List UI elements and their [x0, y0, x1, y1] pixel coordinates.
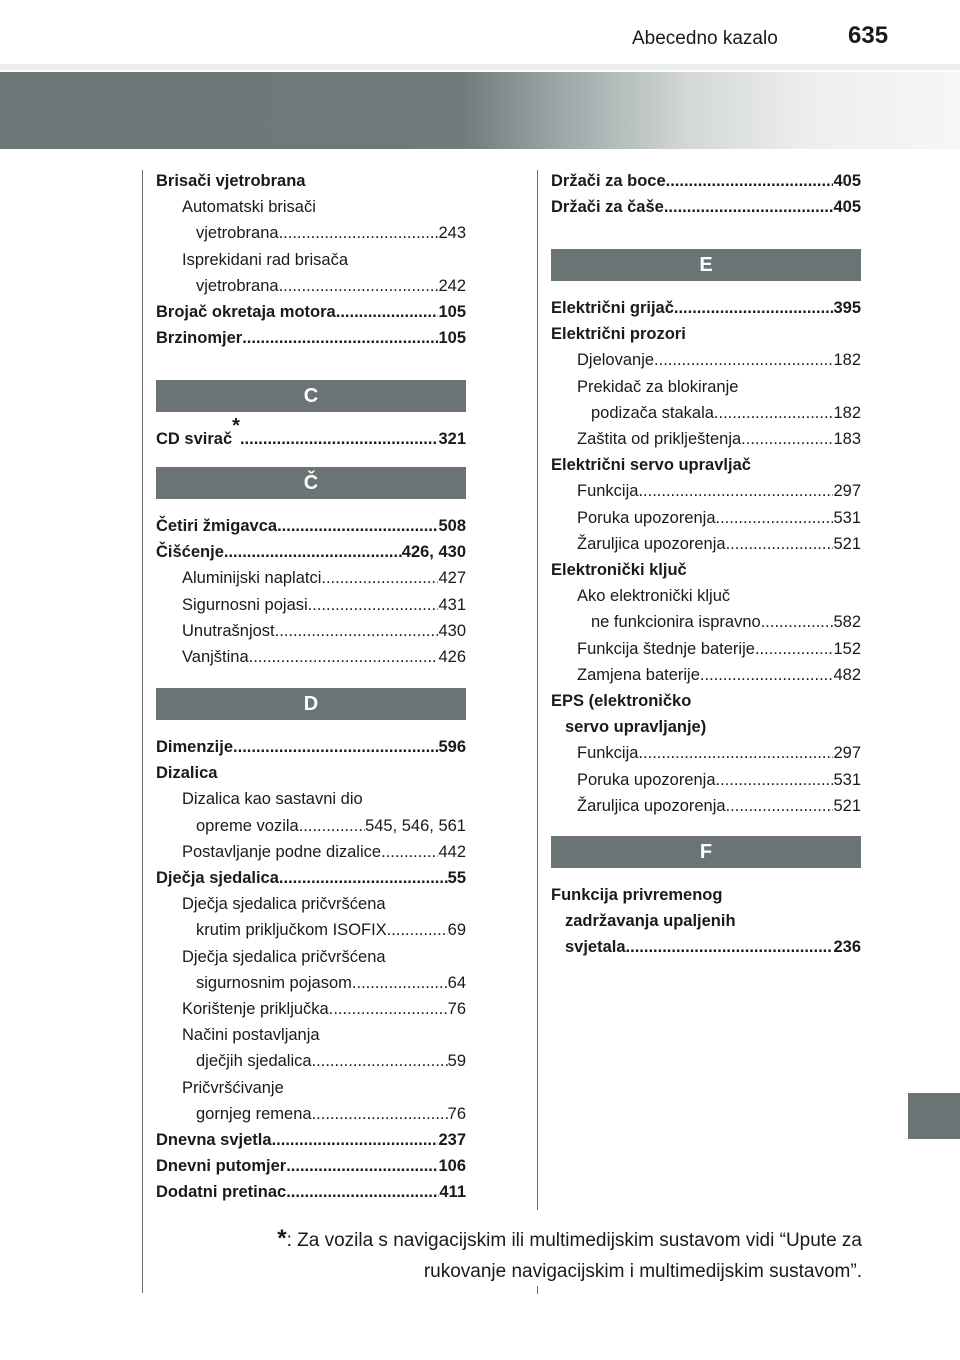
index-entry: [551, 452, 861, 478]
entry-label: EPS (elektroničko: [551, 692, 692, 710]
entry-label: Korištenje priključka: [182, 1000, 329, 1018]
page-reference: 405: [833, 198, 861, 217]
page-reference: 242: [438, 276, 466, 295]
index-entry: [156, 1153, 466, 1179]
page-reference: 69: [447, 921, 466, 940]
dot-leader: [312, 1048, 448, 1074]
entry-label: svjetala: [565, 938, 626, 957]
dot-leader: [352, 970, 448, 996]
dot-leader: [286, 1153, 438, 1179]
index-entry: [156, 865, 466, 891]
dot-leader: [233, 734, 438, 760]
page-reference: 183: [833, 430, 861, 448]
section-thumb-tab: [908, 1093, 960, 1139]
page-reference: 395: [833, 299, 861, 317]
dot-leader: [249, 644, 439, 670]
entry-label: Dimenzije: [156, 738, 234, 756]
page-reference: 106: [438, 1157, 466, 1176]
entry-label: Brojač okretaja motora: [156, 303, 336, 321]
entry-label: podizača stakala: [591, 403, 714, 422]
dot-leader: [321, 565, 438, 591]
page-reference: 482: [833, 665, 861, 684]
dot-leader: [714, 400, 834, 426]
page-reference: 545, 546, 561: [365, 816, 466, 835]
entry-label: Dječja sjedalica pričvršćena: [182, 947, 386, 966]
index-entry: [551, 295, 861, 321]
entry-label: Žaruljica upozorenja: [577, 796, 726, 815]
dot-leader: [716, 767, 834, 793]
index-subentry: [156, 194, 466, 220]
entry-label: Zamjena baterije: [577, 665, 700, 684]
entry-label: Elektronički ključ: [551, 561, 687, 579]
index-subentry: [551, 583, 861, 609]
index-subentry: [551, 934, 861, 960]
index-entry: [156, 299, 466, 325]
running-header-title: Abecedno kazalo: [632, 28, 778, 49]
page-reference: 76: [447, 1104, 466, 1123]
header-strip: [0, 64, 960, 70]
dot-leader: [741, 426, 833, 452]
entry-label: Četiri žmigavca: [156, 517, 278, 535]
dot-leader: [286, 1179, 439, 1205]
index-subentry: [551, 374, 861, 400]
index-subentry: [156, 220, 466, 246]
index-subentry: [156, 618, 466, 644]
entry-label: Poruka upozorenja: [577, 508, 716, 527]
index-subentry: [156, 592, 466, 618]
index-subentry: [156, 917, 466, 943]
page-reference: 55: [447, 869, 466, 887]
index-entry: [551, 882, 861, 908]
index-subentry: [156, 1022, 466, 1048]
dot-leader: [700, 662, 834, 688]
entry-label: servo upravljanje): [565, 718, 707, 737]
index-subentry: [156, 644, 466, 670]
index-subentry: [156, 247, 466, 273]
page-reference: 426: [438, 648, 466, 666]
index-subentry: [156, 944, 466, 970]
dot-leader: [755, 636, 834, 662]
index-subentry: [551, 662, 861, 688]
entry-label: opreme vozila: [196, 816, 299, 835]
entry-label: Aluminijski naplatci: [182, 569, 322, 588]
page-reference: 430: [438, 621, 466, 640]
section-header-c: C: [156, 380, 466, 412]
page-reference: 76: [447, 1000, 466, 1018]
entry-label: Dodatni pretinac: [156, 1183, 287, 1202]
footnote-text-1: : Za vozila s navigacijskim ili multimedijskim sustavom vidi “Upute za: [286, 1230, 862, 1251]
index-subentry: [551, 793, 861, 819]
dot-leader: [272, 1127, 439, 1153]
page-number: 635: [848, 22, 889, 49]
index-entry: [551, 688, 861, 714]
page-reference: 243: [438, 224, 466, 243]
page-reference: 531: [833, 770, 861, 789]
entry-label: krutim priključkom ISOFIX: [196, 921, 387, 940]
column-divider-rule-tail: [537, 1286, 538, 1294]
page-reference: 431: [438, 595, 466, 614]
dot-leader: [381, 839, 438, 865]
index-entry: [156, 168, 466, 194]
index-entry: [551, 321, 861, 347]
dot-leader: [761, 609, 834, 635]
index-entry: [156, 760, 466, 786]
dot-leader: [329, 996, 448, 1022]
entry-label: Poruka upozorenja: [577, 770, 716, 789]
page-reference: 521: [833, 534, 861, 553]
entry-label: Dizalica kao sastavni dio: [182, 790, 363, 809]
entry-label: CD svirač: [156, 430, 233, 448]
index-subentry: [156, 1075, 466, 1101]
entry-label: Držači za boce: [551, 172, 666, 190]
index-subentry: [156, 813, 466, 839]
entry-label: Funkcija privremenog: [551, 886, 723, 904]
entry-label: Dnevni putomjer: [156, 1157, 287, 1176]
index-subentry: [551, 478, 861, 504]
index-subentry: [551, 400, 861, 426]
index-subentry: [156, 565, 466, 591]
index-subentry: [156, 996, 466, 1022]
dot-leader: [387, 917, 448, 943]
footnote-star: *: [277, 1225, 287, 1252]
index-subentry: [551, 426, 861, 452]
entry-label: Držači za čaše: [551, 198, 664, 217]
entry-label: Vanjština: [182, 648, 249, 666]
footnote-marker: *: [232, 415, 240, 437]
header-banner: [0, 72, 960, 149]
dot-leader: [242, 325, 438, 351]
footnote-line-2: rukovanje navigacijskim i multimedijskim sustavom”.: [423, 1261, 862, 1282]
page-reference: 442: [438, 842, 466, 861]
left-margin-rule: [142, 170, 143, 1293]
index-subentry: [156, 273, 466, 299]
index-entry: [156, 539, 466, 565]
page-reference: 236: [833, 938, 861, 957]
entry-label: Dječja sjedalica: [156, 869, 279, 887]
index-subentry: [551, 347, 861, 373]
index-subentry: [551, 714, 861, 740]
entry-label: Električni prozori: [551, 325, 686, 344]
page-reference: 427: [438, 569, 466, 588]
entry-label: Pričvršćivanje: [182, 1078, 284, 1097]
entry-label: Automatski brisači: [182, 198, 316, 217]
dot-leader: [277, 513, 438, 539]
index-subentry: [551, 767, 861, 793]
section-header-d: D: [156, 688, 466, 720]
index-entry: [156, 513, 466, 539]
entry-label: Električni grijač: [551, 299, 674, 317]
index-subentry: [156, 970, 466, 996]
index-entry: [156, 734, 466, 760]
index-entry: [551, 557, 861, 583]
dot-leader: [336, 299, 439, 325]
index-subentry: [551, 609, 861, 635]
dot-leader: [726, 531, 834, 557]
page-reference: 297: [833, 482, 861, 501]
dot-leader: [299, 813, 365, 839]
index-subentry: [156, 1048, 466, 1074]
page-reference: 64: [447, 973, 466, 992]
dot-leader: [308, 592, 439, 618]
index-entry: [156, 1127, 466, 1153]
dot-leader: [279, 865, 448, 891]
dot-leader: [674, 295, 834, 321]
dot-leader: [664, 194, 834, 220]
page-reference: 321: [438, 430, 466, 448]
footnote: [150, 1223, 862, 1287]
entry-label: vjetrobrana: [196, 224, 279, 243]
page-reference: 105: [438, 303, 466, 321]
index-subentry: [551, 636, 861, 662]
entry-label: Žaruljica upozorenja: [577, 534, 726, 553]
page-reference: 59: [447, 1052, 466, 1071]
dot-leader: [666, 168, 834, 194]
page-reference: 411: [439, 1183, 466, 1202]
page-reference: 297: [833, 744, 861, 763]
entry-label: ne funkcionira ispravno: [591, 613, 761, 632]
index-entry: [551, 168, 861, 194]
entry-label: gornjeg remena: [196, 1104, 312, 1123]
column-divider-rule: [537, 170, 538, 1210]
section-header-f: F: [551, 836, 861, 868]
index-subentry: [156, 1101, 466, 1127]
entry-label: vjetrobrana: [196, 276, 279, 295]
dot-leader: [716, 505, 834, 531]
index-entry: [551, 194, 861, 220]
section-header-č: Č: [156, 467, 466, 499]
entry-label: Isprekidani rad brisača: [182, 250, 348, 269]
page-reference: 521: [833, 796, 861, 815]
index-subentry: [156, 891, 466, 917]
entry-label: Električni servo upravljač: [551, 456, 751, 475]
dot-leader: [726, 793, 834, 819]
entry-label: Funkcija: [577, 482, 639, 501]
entry-label: Načini postavljanja: [182, 1026, 320, 1045]
dot-leader: [312, 1101, 448, 1127]
entry-label: dječjih sjedalica: [196, 1052, 312, 1071]
dot-leader: [275, 618, 439, 644]
dot-leader: [626, 934, 834, 960]
section-header-e: E: [551, 249, 861, 281]
page-reference: 105: [438, 329, 466, 348]
dot-leader: [654, 347, 833, 373]
entry-label: Zaštita od priklještenja: [577, 430, 742, 448]
index-subentry: [551, 740, 861, 766]
entry-label: Unutrašnjost: [182, 621, 275, 640]
index-subentry: [156, 839, 466, 865]
index-subentry: [156, 786, 466, 812]
dot-leader: [279, 273, 439, 299]
entry-label: Brisači vjetrobrana: [156, 172, 306, 190]
entry-label: Ako elektronički ključ: [577, 587, 731, 606]
dot-leader: [638, 478, 833, 504]
page-reference: 582: [833, 613, 861, 632]
index-subentry: [551, 531, 861, 557]
index-subentry: [551, 908, 861, 934]
index-subentry: [551, 505, 861, 531]
entry-label: Funkcija: [577, 744, 639, 763]
entry-label: Brzinomjer: [156, 329, 243, 348]
page-reference: 237: [438, 1131, 466, 1149]
index-entry: [156, 415, 466, 452]
entry-label: Dizalica: [156, 764, 218, 783]
page-reference: 426, 430: [401, 543, 466, 562]
index-entry: [156, 1179, 466, 1205]
entry-label: Prekidač za blokiranje: [577, 377, 739, 396]
entry-label: Čišćenje: [156, 543, 224, 562]
dot-leader: [224, 539, 402, 565]
page-reference: 405: [833, 172, 861, 190]
entry-label: Postavljanje podne dizalice: [182, 842, 382, 861]
page-reference: 508: [438, 517, 466, 535]
entry-label: sigurnosnim pojasom: [196, 973, 352, 992]
page-reference: 596: [438, 738, 466, 756]
page-reference: 182: [833, 351, 861, 370]
dot-leader: [638, 740, 833, 766]
entry-label: Sigurnosni pojasi: [182, 595, 308, 614]
page-reference: 531: [833, 508, 861, 527]
entry-label: Funkcija štednje baterije: [577, 639, 755, 658]
index-entry: [156, 325, 466, 351]
page-reference: 152: [833, 639, 861, 658]
entry-label: Dnevna svjetla: [156, 1131, 272, 1149]
entry-label: Djelovanje: [577, 351, 655, 370]
footnote-line-1: [150, 1223, 862, 1256]
dot-leader: [279, 220, 439, 246]
entry-label: zadržavanja upaljenih: [565, 912, 736, 931]
entry-label: Dječja sjedalica pričvršćena: [182, 895, 386, 914]
page-reference: 182: [833, 403, 861, 422]
dot-leader: [240, 426, 439, 452]
